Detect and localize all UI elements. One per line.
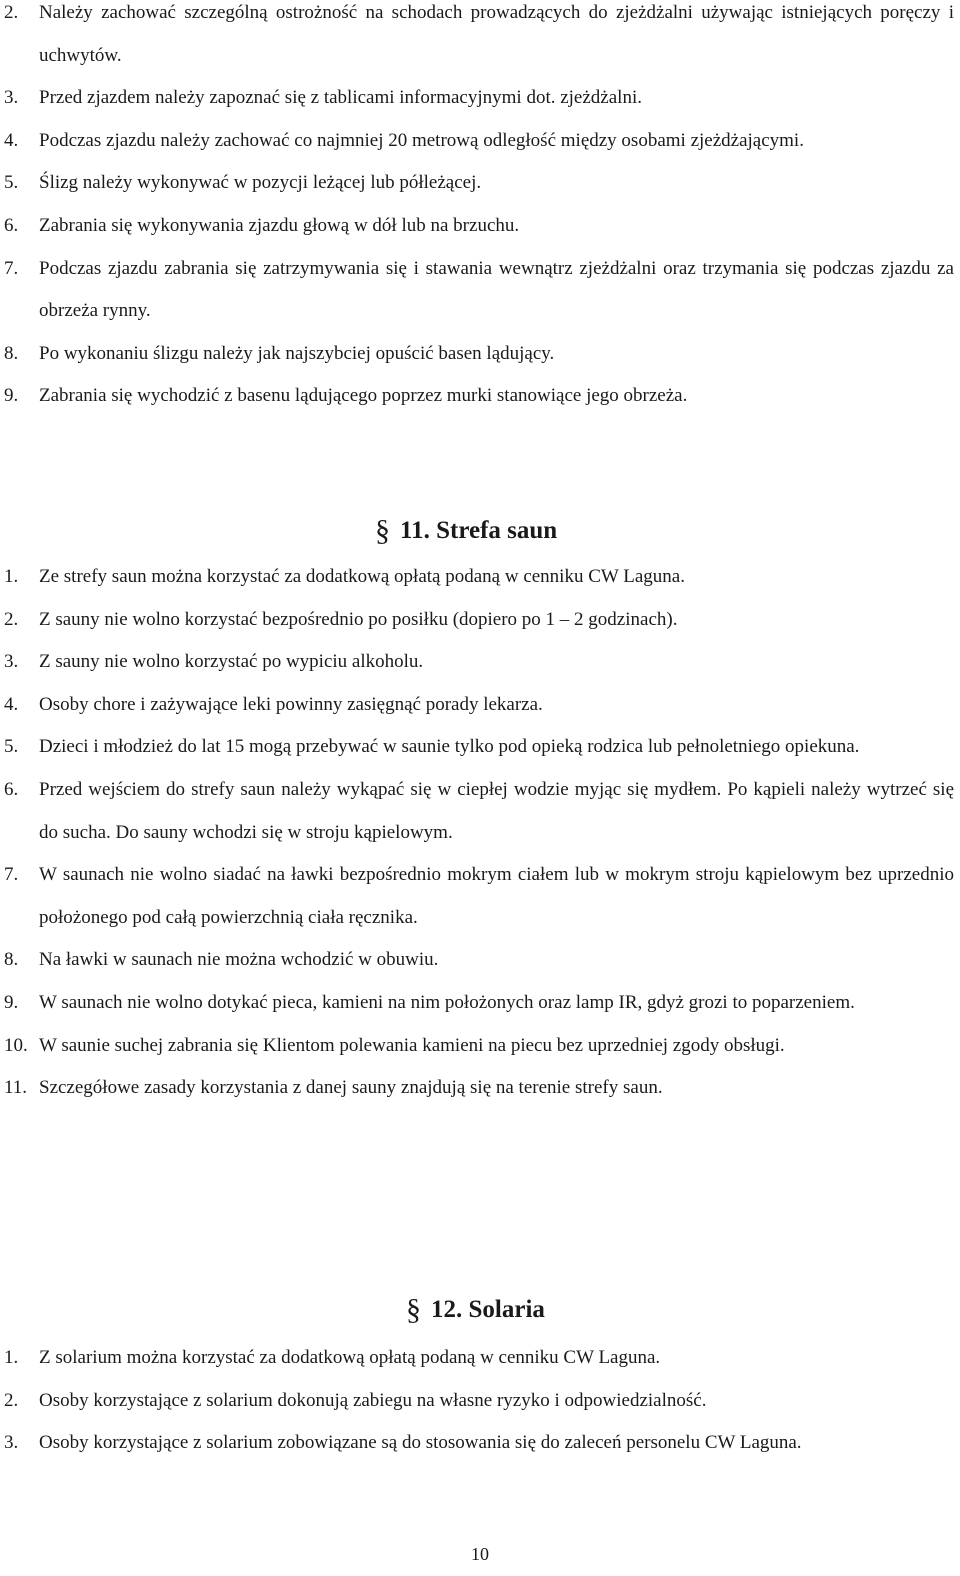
item-text: Zabrania się wykonywania zjazdu głową w dół lub na brzuchu.: [39, 214, 520, 236]
item-text: Ze strefy saun można korzystać za dodatkową opłatą podaną w cenniku CW Laguna.: [39, 566, 685, 587]
list-item: [0, 982, 960, 1025]
list-item: [0, 77, 960, 120]
list-item: [0, 120, 960, 163]
item-number: 2.: [4, 608, 19, 630]
list-item: [0, 1067, 960, 1110]
item-text: W saunie suchej zabrania się Klientom polewania kamieni na piecu bez uprzedniej zgody obsługi.: [39, 1034, 785, 1056]
item-number: 9.: [4, 385, 19, 407]
item-text: Osoby chore i zażywające leki powinny zasięgnąć porady lekarza.: [39, 693, 543, 715]
item-number: 2.: [4, 2, 19, 23]
list-item: [0, 769, 960, 854]
list-item: [0, 0, 960, 77]
item-number: 3.: [4, 651, 19, 673]
item-number: 10.: [4, 1034, 28, 1056]
item-number: 6.: [4, 214, 19, 236]
section-heading-saunas: [375, 516, 557, 546]
item-text: Z sauny nie wolno korzystać po wypiciu alkoholu.: [39, 651, 424, 673]
item-text: Osoby korzystające z solarium dokonują zabiegu na własne ryzyko i odpowiedzialność.: [39, 1389, 707, 1411]
item-text: Zabrania się wychodzić z basenu lądującego poprzez murki stanowiące jego obrzeża.: [39, 385, 688, 407]
section-symbol: §: [406, 1293, 421, 1326]
list-item: [0, 641, 960, 684]
page-number: 10: [471, 1544, 489, 1564]
item-number: 2.: [4, 1389, 19, 1411]
section-symbol: §: [375, 514, 390, 547]
list-item: [0, 162, 960, 205]
item-text: Osoby korzystające z solarium zobowiązane są do stosowania się do zaleceń personelu CW Laguna.: [39, 1432, 802, 1454]
item-number: 3.: [4, 1432, 19, 1454]
item-number: 8.: [4, 949, 19, 971]
item-text: Na ławki w saunach nie można wchodzić w obuwiu.: [39, 949, 439, 971]
section-heading-solaria: [406, 1295, 545, 1325]
list-item: [0, 684, 960, 727]
item-text: Podczas zjazdu zabrania się zatrzymywania się i stawania wewnątrz zjeżdżalni oraz trzymania się podczas zjazdu za obrzeża rynny.: [39, 257, 954, 322]
item-number: 5.: [4, 172, 19, 194]
item-text: Dzieci i młodzież do lat 15 mogą przebywać w saunie tylko pod opieką rodzica lub pełnoletniego opiekuna.: [39, 736, 860, 758]
item-number: 9.: [4, 991, 19, 1013]
item-text: Należy zachować szczególną ostrożność na schodach prowadzących do zjeżdżalni używając istniejących poręczy i uchwytów.: [39, 2, 954, 66]
item-text: W saunach nie wolno siadać na ławki bezpośrednio mokrym ciałem lub w mokrym stroju kąpielowym bez uprzednio położonego pod całą powierzchnią ciała ręcznika.: [39, 864, 954, 928]
list-item: [0, 599, 960, 642]
solarium-rules-list: [0, 1337, 960, 1465]
slide-rules-list: [0, 0, 960, 418]
item-number: 6.: [4, 778, 19, 800]
item-number: 1.: [4, 1347, 19, 1368]
item-text: W saunach nie wolno dotykać pieca, kamieni na nim położonych oraz lamp IR, gdyż grozi to poparzeniem.: [39, 991, 855, 1013]
item-text: Przed zjazdem należy zapoznać się z tablicami informacyjnymi dot. zjeżdżalni.: [39, 87, 642, 109]
list-item: [0, 375, 960, 418]
section-title: 11. Strefa saun: [400, 517, 558, 544]
item-number: 5.: [4, 736, 19, 758]
list-item: [0, 854, 960, 939]
item-text: Szczegółowe zasady korzystania z danej sauny znajdują się na terenie strefy saun.: [39, 1077, 663, 1099]
list-item: [0, 1337, 960, 1380]
item-text: Po wykonaniu ślizgu należy jak najszybciej opuścić basen lądujący.: [39, 342, 555, 364]
item-number: 7.: [4, 257, 19, 279]
item-number: 7.: [4, 864, 19, 886]
item-text: Z sauny nie wolno korzystać bezpośrednio po posiłku (dopiero po 1 – 2 godzinach).: [39, 608, 678, 630]
item-text: Z solarium można korzystać za dodatkową opłatą podaną w cenniku CW Laguna.: [39, 1347, 661, 1368]
item-number: 4.: [4, 129, 19, 151]
item-text: Ślizg należy wykonywać w pozycji leżącej lub półleżącej.: [39, 172, 482, 194]
list-item: [0, 1025, 960, 1068]
item-number: 11.: [4, 1077, 28, 1099]
list-item: [0, 248, 960, 333]
list-item: [0, 939, 960, 982]
item-number: 4.: [4, 693, 19, 715]
list-item: [0, 726, 960, 769]
section-title: 12. Solaria: [431, 1296, 545, 1323]
sauna-rules-list: [0, 556, 960, 1110]
item-text: Przed wejściem do strefy saun należy wykąpać się w ciepłej wodzie myjąc się mydłem. Po kąpieli należy wytrzeć się do sucha. Do sauny wchodzi się w stroju kąpielowym.: [39, 778, 954, 843]
list-item: [0, 1380, 960, 1423]
item-number: 1.: [4, 566, 19, 587]
list-item: [0, 205, 960, 248]
item-number: 3.: [4, 87, 19, 109]
list-item: [0, 1422, 960, 1465]
item-text: Podczas zjazdu należy zachować co najmniej 20 metrową odległość między osobami zjeżdżającymi.: [39, 129, 804, 151]
list-item: [0, 556, 960, 599]
list-item: [0, 333, 960, 376]
item-number: 8.: [4, 342, 19, 364]
